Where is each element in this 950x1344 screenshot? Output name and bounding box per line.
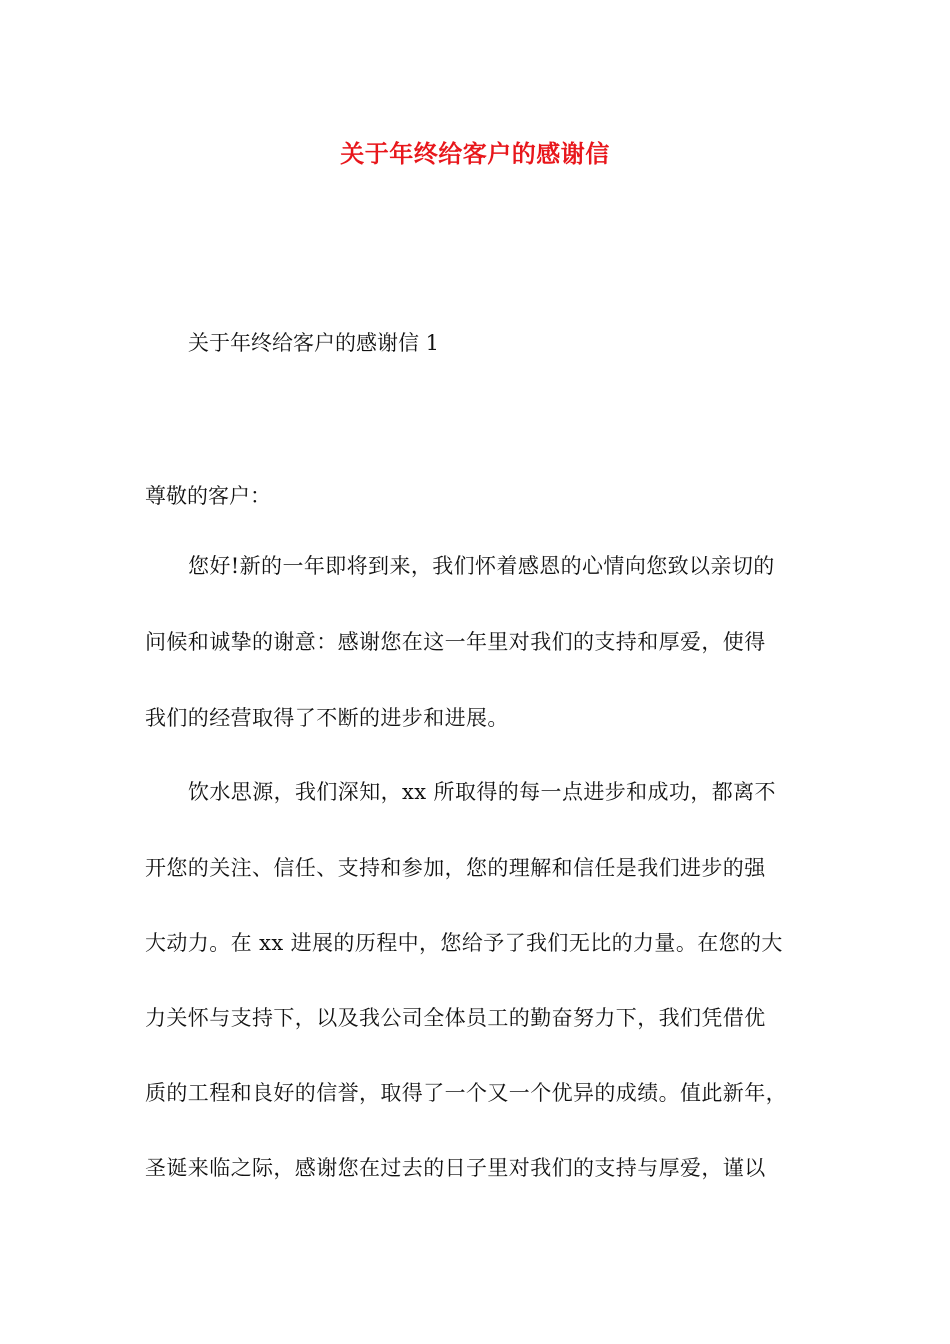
paragraph-line: 大动力。在 xx 进展的历程中，您给予了我们无比的力量。在您的大 [145, 931, 783, 955]
salutation: 尊敬的客户： [145, 484, 271, 508]
paragraph-line: 开您的关注、信任、支持和参加，您的理解和信任是我们进步的强 [145, 856, 766, 880]
paragraph-line: 圣诞来临之际，感谢您在过去的日子里对我们的支持与厚爱，谨以 [145, 1156, 766, 1180]
section-heading: 关于年终给客户的感谢信 1 [188, 331, 440, 355]
paragraph-line: 力关怀与支持下，以及我公司全体员工的勤奋努力下，我们凭借优 [145, 1006, 766, 1030]
document-title: 关于年终给客户的感谢信 [340, 139, 610, 168]
paragraph-line: 质的工程和良好的信誉，取得了一个又一个优异的成绩。值此新年， [145, 1081, 787, 1105]
paragraph-line: 问候和诚挚的谢意：感谢您在这一年里对我们的支持和厚爱，使得 [145, 630, 766, 654]
paragraph-line: 我们的经营取得了不断的进步和进展。 [145, 706, 509, 730]
paragraph-line: 饮水思源，我们深知，xx 所取得的每一点进步和成功，都离不 [188, 780, 776, 804]
paragraph-line: 您好!新的一年即将到来，我们怀着感恩的心情向您致以亲切的 [188, 554, 775, 578]
